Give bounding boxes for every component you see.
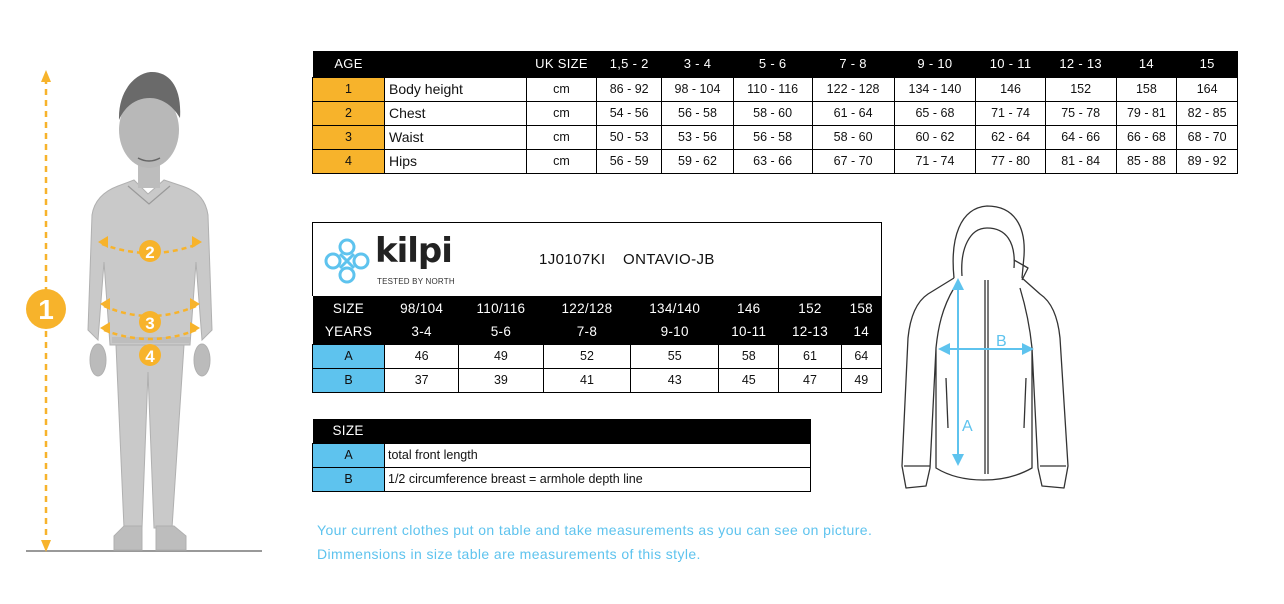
jacket-measurement-value: 52 <box>543 344 631 368</box>
jacket-measurement-key: A <box>313 344 385 368</box>
jacket-measurement-value: 46 <box>385 344 459 368</box>
jacket-header-cell: 3-4 <box>385 320 459 344</box>
measurement-value: 82 - 85 <box>1177 101 1238 125</box>
brand-tagline: TESTED BY NORTH <box>377 277 455 286</box>
legend-key: A <box>313 443 385 467</box>
waist-marker <box>139 311 161 333</box>
body-size-header-cell: 5 - 6 <box>733 51 812 77</box>
legend-row <box>313 467 811 491</box>
measurement-number: 4 <box>313 149 385 173</box>
brand-box <box>312 222 882 296</box>
measurement-value: 50 - 53 <box>597 125 662 149</box>
jacket-measurement-key: B <box>313 368 385 392</box>
measurement-value: 134 - 140 <box>894 77 976 101</box>
hips-marker <box>139 344 161 366</box>
measurement-value: 60 - 62 <box>894 125 976 149</box>
child-measurement-figure <box>0 0 290 604</box>
body-size-header-cell: 14 <box>1116 51 1177 77</box>
jacket-measurement-value: 61 <box>779 344 841 368</box>
measurement-value: 146 <box>976 77 1045 101</box>
measurement-value: 89 - 92 <box>1177 149 1238 173</box>
jacket-header-cell: YEARS <box>313 320 385 344</box>
body-size-header-cell: 15 <box>1177 51 1238 77</box>
jacket-header-cell: 110/116 <box>459 296 543 320</box>
instruction-note-2: Dimmensions in size table are measurements of this style. <box>317 546 701 562</box>
legend-description: 1/2 circumference breast = armhole depth line <box>385 467 811 491</box>
svg-text:4: 4 <box>145 347 155 366</box>
measurement-value: 86 - 92 <box>597 77 662 101</box>
jacket-size-table <box>312 296 882 393</box>
body-size-row <box>313 77 1238 101</box>
svg-text:2: 2 <box>145 243 155 262</box>
measurement-value: 85 - 88 <box>1116 149 1177 173</box>
body-size-row <box>313 101 1238 125</box>
jacket-label-a: A <box>962 418 973 435</box>
body-size-row <box>313 125 1238 149</box>
svg-text:1: 1 <box>38 294 54 325</box>
jacket-header-cell: SIZE <box>313 296 385 320</box>
body-size-header-cell: UK SIZE <box>527 51 597 77</box>
measurement-value: 53 - 56 <box>662 125 733 149</box>
jacket-header-cell: 5-6 <box>459 320 543 344</box>
jacket-label-b: B <box>996 333 1007 350</box>
kilpi-logo-icon <box>323 237 371 285</box>
measurement-unit: cm <box>527 101 597 125</box>
jacket-measurement-value: 45 <box>719 368 779 392</box>
product-code: 1J0107KI <box>539 251 606 268</box>
measurement-value: 79 - 81 <box>1116 101 1177 125</box>
body-size-header-cell: 1,5 - 2 <box>597 51 662 77</box>
measurement-value: 77 - 80 <box>976 149 1045 173</box>
jacket-header-cell: 7-8 <box>543 320 631 344</box>
body-size-table <box>312 51 1238 174</box>
measurement-label: Body height <box>385 77 527 101</box>
body-size-header-row <box>313 51 1238 77</box>
jacket-header-cell: 158 <box>841 296 881 320</box>
measurement-value: 56 - 58 <box>733 125 812 149</box>
body-size-header-cell: 7 - 8 <box>812 51 894 77</box>
measurement-label: Waist <box>385 125 527 149</box>
legend-description: total front length <box>385 443 811 467</box>
legend-header: SIZE <box>313 419 811 443</box>
jacket-measurement-value: 37 <box>385 368 459 392</box>
body-size-header-cell <box>385 51 527 77</box>
measurement-value: 56 - 58 <box>662 101 733 125</box>
jacket-header-cell: 9-10 <box>631 320 719 344</box>
jacket-header-cell: 146 <box>719 296 779 320</box>
measurement-value: 71 - 74 <box>894 149 976 173</box>
measurement-value: 62 - 64 <box>976 125 1045 149</box>
jacket-header-cell: 122/128 <box>543 296 631 320</box>
measurement-value: 81 - 84 <box>1045 149 1116 173</box>
jacket-measurement-value: 41 <box>543 368 631 392</box>
product-name: ONTAVIO-JB <box>623 251 715 268</box>
measurement-value: 152 <box>1045 77 1116 101</box>
measurement-unit: cm <box>527 149 597 173</box>
measurement-unit: cm <box>527 77 597 101</box>
measurement-value: 63 - 66 <box>733 149 812 173</box>
jacket-size-row <box>313 296 882 320</box>
measurement-value: 164 <box>1177 77 1238 101</box>
measurement-value: 65 - 68 <box>894 101 976 125</box>
measurement-value: 56 - 59 <box>597 149 662 173</box>
measurement-value: 61 - 64 <box>812 101 894 125</box>
jacket-years-row <box>313 320 882 344</box>
measurement-value: 58 - 60 <box>733 101 812 125</box>
height-marker <box>26 289 66 329</box>
jacket-measurement-value: 49 <box>459 344 543 368</box>
measurement-number: 2 <box>313 101 385 125</box>
brand-name: kilpi <box>375 231 452 271</box>
jacket-measurement-value: 64 <box>841 344 881 368</box>
legend-row <box>313 443 811 467</box>
measurement-label: Chest <box>385 101 527 125</box>
jacket-measurement-value: 49 <box>841 368 881 392</box>
legend-key: B <box>313 467 385 491</box>
measurement-label: Hips <box>385 149 527 173</box>
chest-marker <box>139 240 161 262</box>
jacket-header-cell: 152 <box>779 296 841 320</box>
body-size-header-cell: 12 - 13 <box>1045 51 1116 77</box>
body-size-header-cell: 10 - 11 <box>976 51 1045 77</box>
body-size-header-cell: 3 - 4 <box>662 51 733 77</box>
body-size-row <box>313 149 1238 173</box>
jacket-drawing <box>892 198 1082 498</box>
jacket-header-cell: 134/140 <box>631 296 719 320</box>
body-size-header-cell: 9 - 10 <box>894 51 976 77</box>
measurement-value: 98 - 104 <box>662 77 733 101</box>
body-size-header-cell: AGE <box>313 51 385 77</box>
jacket-header-cell: 98/104 <box>385 296 459 320</box>
jacket-header-cell: 10-11 <box>719 320 779 344</box>
jacket-measurement-row <box>313 344 882 368</box>
measurement-value: 68 - 70 <box>1177 125 1238 149</box>
jacket-measurement-row <box>313 368 882 392</box>
jacket-header-cell: 14 <box>841 320 881 344</box>
jacket-measurement-value: 47 <box>779 368 841 392</box>
measurement-value: 67 - 70 <box>812 149 894 173</box>
jacket-measurement-value: 39 <box>459 368 543 392</box>
measurement-value: 110 - 116 <box>733 77 812 101</box>
measurement-unit: cm <box>527 125 597 149</box>
measurement-value: 66 - 68 <box>1116 125 1177 149</box>
jacket-header-cell: 12-13 <box>779 320 841 344</box>
jacket-measurement-value: 43 <box>631 368 719 392</box>
measurement-value: 71 - 74 <box>976 101 1045 125</box>
measurement-value: 58 - 60 <box>812 125 894 149</box>
measurement-number: 1 <box>313 77 385 101</box>
jacket-measurement-value: 55 <box>631 344 719 368</box>
measurement-value: 158 <box>1116 77 1177 101</box>
jacket-measurement-value: 58 <box>719 344 779 368</box>
measurement-value: 64 - 66 <box>1045 125 1116 149</box>
measurement-number: 3 <box>313 125 385 149</box>
measurement-value: 59 - 62 <box>662 149 733 173</box>
svg-text:3: 3 <box>145 314 155 333</box>
measurement-value: 122 - 128 <box>812 77 894 101</box>
instruction-note-1: Your current clothes put on table and take measurements as you can see on picture. <box>317 522 873 538</box>
measurement-legend-table <box>312 419 811 492</box>
measurement-value: 54 - 56 <box>597 101 662 125</box>
measurement-value: 75 - 78 <box>1045 101 1116 125</box>
